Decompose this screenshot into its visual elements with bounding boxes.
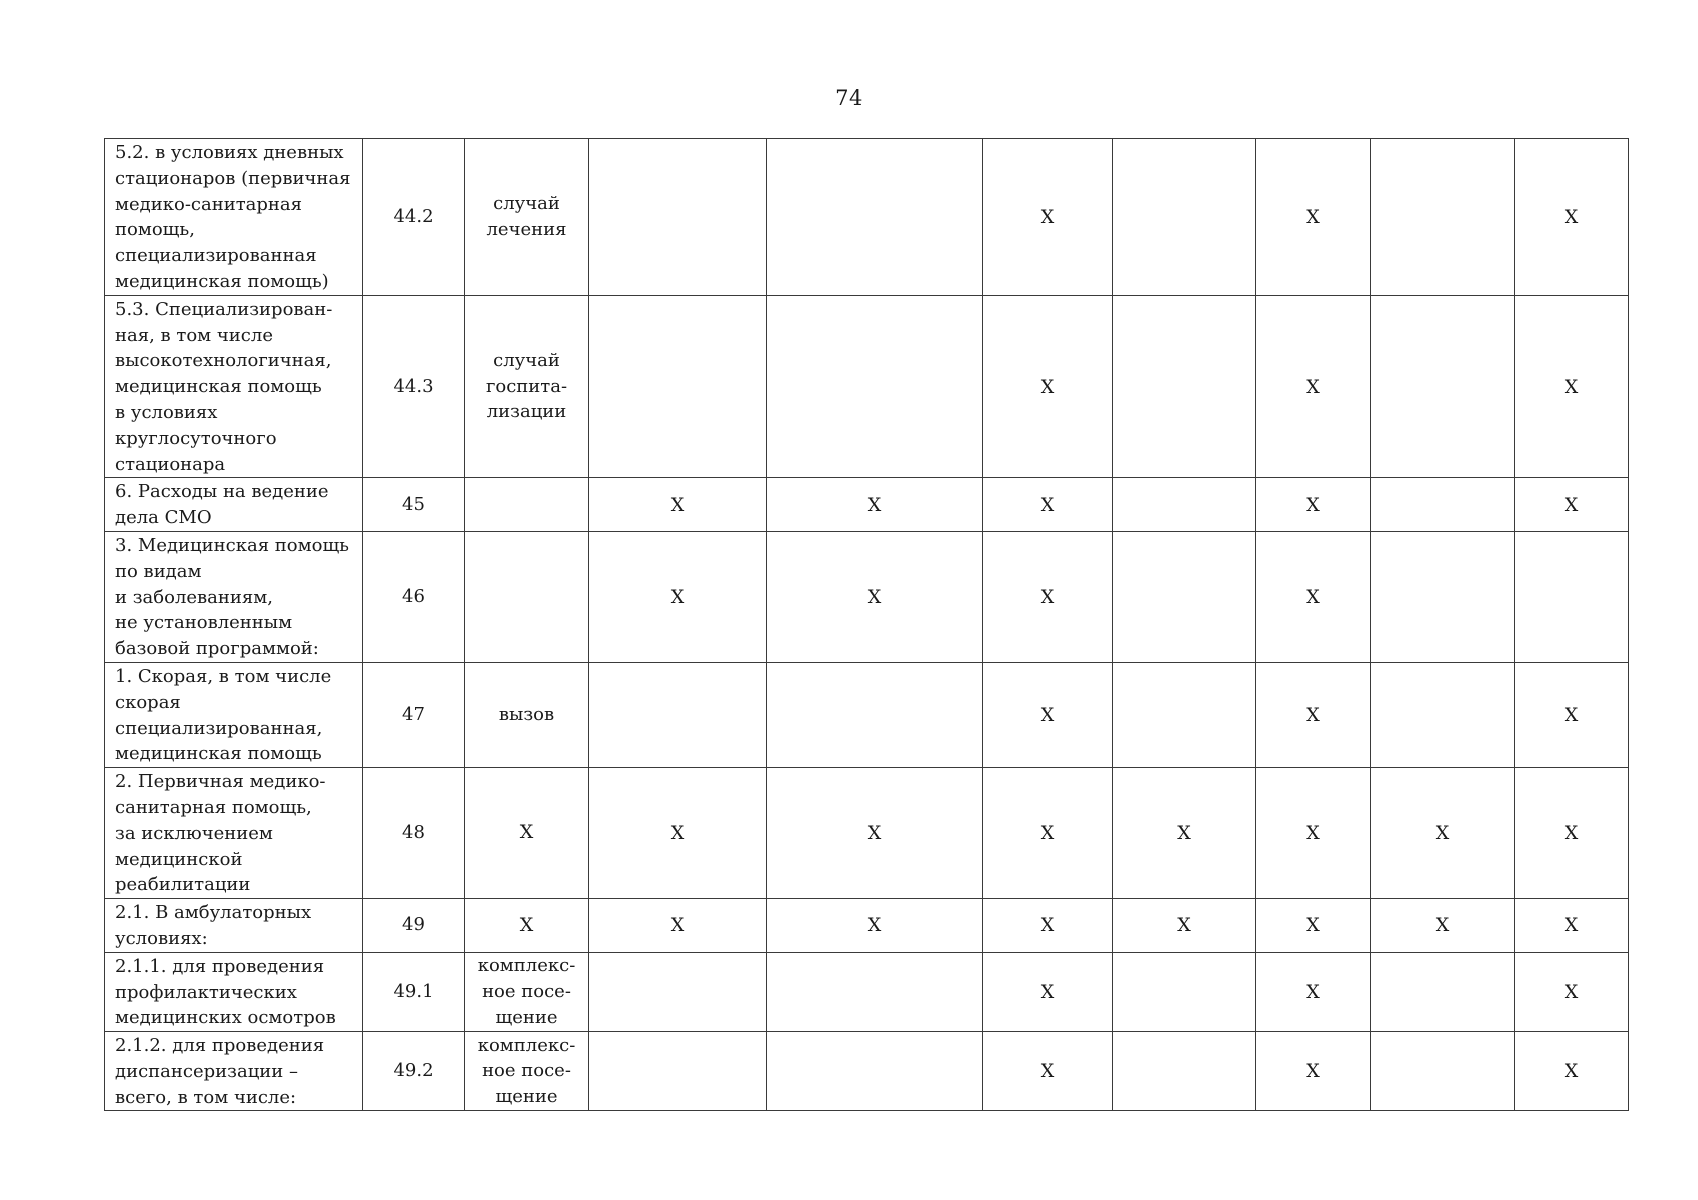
row-unit-cell: вызов: [465, 662, 589, 767]
cell-col10: [1515, 531, 1629, 662]
row-name-cell: 5.3. Специализирован- ная, в том числе высокотехнологичная, медицинская помощь в условиях круглосуточного стационара: [105, 295, 363, 478]
cell-col5: X: [767, 531, 983, 662]
data-table: [104, 138, 1629, 1111]
cell-col10: X: [1515, 139, 1629, 296]
cell-col8: X: [1256, 478, 1371, 532]
cell-col9: X: [1371, 768, 1515, 899]
cell-col8: X: [1256, 531, 1371, 662]
row-name-cell: 1. Скорая, в том числе скорая специализированная, медицинская помощь: [105, 662, 363, 767]
row-name-cell: 3. Медицинская помощь по видам и заболеваниям, не установленным базовой программой:: [105, 531, 363, 662]
cell-col6: X: [983, 478, 1113, 532]
table-row: [105, 768, 1629, 899]
cell-col9: [1371, 139, 1515, 296]
cell-col5: [767, 662, 983, 767]
row-name-cell: 5.2. в условиях дневных стационаров (первичная медико-санитарная помощь, специализированная медицинская помощь): [105, 139, 363, 296]
table-row: [105, 295, 1629, 478]
row-unit-cell: комплекс- ное посе- щение: [465, 952, 589, 1031]
cell-col7: [1113, 1032, 1256, 1111]
cell-col5: [767, 1032, 983, 1111]
cell-col5: X: [767, 768, 983, 899]
cell-col4: [589, 295, 767, 478]
row-name-cell: 2.1.1. для проведения профилактических медицинских осмотров: [105, 952, 363, 1031]
cell-col9: [1371, 295, 1515, 478]
cell-col8: X: [1256, 1032, 1371, 1111]
row-code-cell: 44.2: [363, 139, 465, 296]
cell-col4: [589, 139, 767, 296]
row-name-cell: 2.1.2. для проведения диспансеризации – всего, в том числе:: [105, 1032, 363, 1111]
cell-col8: X: [1256, 295, 1371, 478]
cell-col4: X: [589, 478, 767, 532]
cell-col10: X: [1515, 662, 1629, 767]
row-name-cell: 2. Первичная медико- санитарная помощь, за исключением медицинской реабилитации: [105, 768, 363, 899]
cell-col6: X: [983, 1032, 1113, 1111]
row-code-cell: 48: [363, 768, 465, 899]
table-row: [105, 1032, 1629, 1111]
cell-col6: X: [983, 139, 1113, 296]
row-unit-cell: X: [465, 768, 589, 899]
row-unit-cell: [465, 531, 589, 662]
row-unit-cell: X: [465, 899, 589, 953]
cell-col8: X: [1256, 768, 1371, 899]
cell-col10: X: [1515, 899, 1629, 953]
table-row: [105, 139, 1629, 296]
cell-col5: X: [767, 899, 983, 953]
cell-col10: X: [1515, 768, 1629, 899]
cell-col9: [1371, 952, 1515, 1031]
cell-col6: X: [983, 952, 1113, 1031]
cell-col7: [1113, 295, 1256, 478]
cell-col5: X: [767, 478, 983, 532]
cell-col9: [1371, 1032, 1515, 1111]
cell-col9: [1371, 478, 1515, 532]
table-row: [105, 478, 1629, 532]
cell-col6: X: [983, 662, 1113, 767]
cell-col7: [1113, 662, 1256, 767]
cell-col6: X: [983, 899, 1113, 953]
row-code-cell: 46: [363, 531, 465, 662]
cell-col4: [589, 1032, 767, 1111]
cell-col7: X: [1113, 768, 1256, 899]
cell-col8: X: [1256, 952, 1371, 1031]
cell-col7: [1113, 531, 1256, 662]
row-unit-cell: комплекс- ное посе- щение: [465, 1032, 589, 1111]
cell-col6: X: [983, 531, 1113, 662]
cell-col7: [1113, 139, 1256, 296]
row-code-cell: 44.3: [363, 295, 465, 478]
row-name-cell: 6. Расходы на ведение дела СМО: [105, 478, 363, 532]
cell-col4: X: [589, 768, 767, 899]
row-name-cell: 2.1. В амбулаторных условиях:: [105, 899, 363, 953]
cell-col10: X: [1515, 952, 1629, 1031]
row-code-cell: 49: [363, 899, 465, 953]
cell-col8: X: [1256, 899, 1371, 953]
cell-col5: [767, 952, 983, 1031]
cell-col4: [589, 952, 767, 1031]
cell-col5: [767, 139, 983, 296]
cell-col7: [1113, 478, 1256, 532]
cell-col9: X: [1371, 899, 1515, 953]
cell-col10: X: [1515, 295, 1629, 478]
row-unit-cell: случай госпита- лизации: [465, 295, 589, 478]
table-row: [105, 662, 1629, 767]
cell-col9: [1371, 531, 1515, 662]
cell-col8: X: [1256, 662, 1371, 767]
row-code-cell: 47: [363, 662, 465, 767]
row-code-cell: 49.1: [363, 952, 465, 1031]
cell-col6: X: [983, 768, 1113, 899]
cell-col10: X: [1515, 1032, 1629, 1111]
cell-col4: [589, 662, 767, 767]
cell-col4: X: [589, 899, 767, 953]
row-code-cell: 45: [363, 478, 465, 532]
cell-col7: X: [1113, 899, 1256, 953]
cell-col10: X: [1515, 478, 1629, 532]
cell-col7: [1113, 952, 1256, 1031]
row-code-cell: 49.2: [363, 1032, 465, 1111]
page-number: 74: [835, 86, 863, 110]
table-row: [105, 899, 1629, 953]
table-row: [105, 952, 1629, 1031]
table-row: [105, 531, 1629, 662]
cell-col6: X: [983, 295, 1113, 478]
row-unit-cell: [465, 478, 589, 532]
cell-col5: [767, 295, 983, 478]
row-unit-cell: случай лечения: [465, 139, 589, 296]
cell-col4: X: [589, 531, 767, 662]
cell-col9: [1371, 662, 1515, 767]
cell-col8: X: [1256, 139, 1371, 296]
